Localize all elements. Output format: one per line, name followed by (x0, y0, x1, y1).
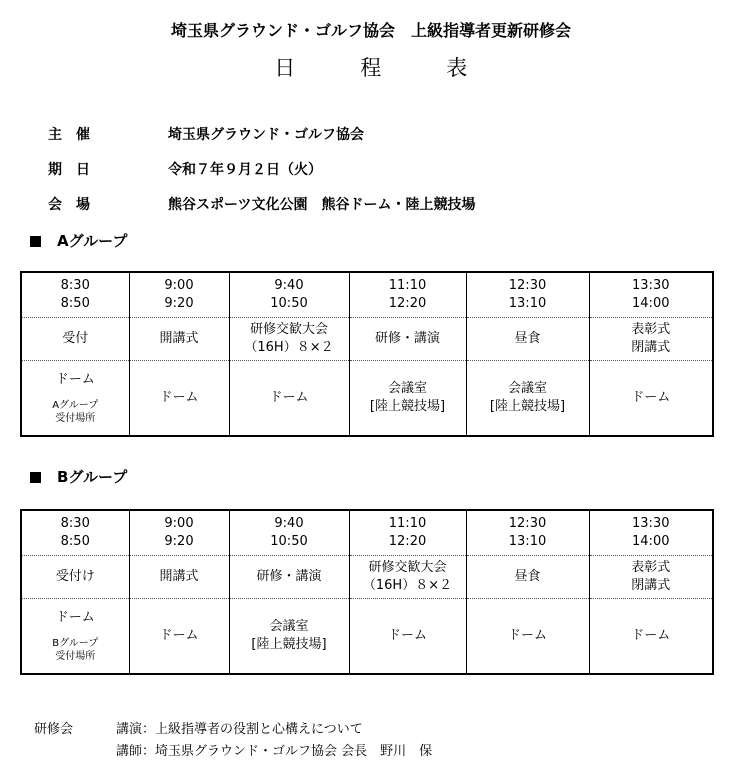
location-cell (129, 599, 229, 675)
location-line: ドーム (159, 390, 199, 406)
activity-cell (589, 318, 713, 361)
location-cell (466, 361, 589, 437)
time-cell (21, 510, 129, 556)
footer-lecture: 講演：上級指導者の役割と心構えについて (116, 722, 363, 737)
activity-row (21, 556, 713, 599)
activity-line: 研修・講演 (256, 569, 322, 585)
location-line: ドーム (631, 390, 671, 406)
location-cell (349, 599, 466, 675)
location-cell (21, 599, 129, 675)
venue-label: 会 場 (48, 197, 90, 213)
activity-cell (349, 318, 466, 361)
start-time: 9:40 (274, 278, 304, 294)
square-bullet-icon (30, 472, 41, 483)
start-time: 9:40 (274, 516, 304, 532)
location-note: Aグループ (52, 399, 99, 411)
location-line: ドーム (507, 628, 547, 644)
activity-cell (466, 556, 589, 599)
start-time: 8:30 (60, 278, 90, 294)
activity-line: 開講式 (159, 331, 199, 347)
end-time: 8:50 (60, 296, 90, 311)
activity-cell (466, 318, 589, 361)
location-cell (21, 361, 129, 437)
activity-cell (589, 556, 713, 599)
location-line: [陸上競技場] (251, 637, 327, 652)
time-cell (349, 272, 466, 318)
time-row (21, 510, 713, 556)
location-note: Bグループ (52, 637, 99, 649)
location-note: 受付場所 (55, 412, 96, 424)
activity-cell (349, 556, 466, 599)
end-time: 9:20 (164, 534, 194, 549)
location-row (21, 599, 713, 675)
end-time: 10:50 (270, 534, 308, 549)
end-time: 12:20 (388, 296, 427, 311)
end-time: 14:00 (632, 296, 670, 311)
activity-line: 研修交歓大会 (249, 322, 328, 338)
footer-label: 研修会 (34, 722, 74, 737)
activity-line: 閉講式 (631, 578, 671, 593)
end-time: 8:50 (60, 534, 90, 549)
location-line: ドーム (387, 628, 427, 644)
location-cell (349, 361, 466, 437)
time-cell (21, 272, 129, 318)
activity-line: （16H）８×２ (362, 578, 453, 593)
end-time: 10:50 (270, 296, 308, 311)
time-row (21, 272, 713, 318)
activity-cell (229, 556, 349, 599)
activity-cell (129, 318, 229, 361)
time-cell (129, 272, 229, 318)
group-b-heading (30, 466, 127, 487)
end-time: 9:20 (164, 296, 194, 311)
time-cell (349, 510, 466, 556)
location-line: 会議室 (507, 381, 547, 397)
start-time: 12:30 (508, 516, 547, 532)
time-cell (589, 510, 713, 556)
date-value: 令和７年９月２日（火） (168, 162, 322, 178)
time-cell (229, 510, 349, 556)
location-line: ドーム (269, 390, 309, 406)
document-subtitle: 日 程 表 (274, 56, 468, 80)
activity-line: 研修・講演 (374, 331, 440, 347)
schedule-table-group-b (20, 509, 714, 675)
end-time: 13:10 (508, 296, 547, 311)
venue-value: 熊谷スポーツ文化公園 熊谷ドーム・陸上競技場 (168, 197, 476, 213)
start-time: 11:10 (388, 516, 427, 532)
activity-line: 開講式 (159, 569, 199, 585)
activity-line: 昼食 (514, 569, 541, 585)
schedule-table-group-a (20, 271, 714, 437)
location-cell (466, 599, 589, 675)
group-a-heading (30, 230, 127, 251)
activity-cell (21, 318, 129, 361)
group-a-heading-text: Aグループ (57, 232, 128, 250)
activity-line: 受付 (62, 331, 89, 347)
start-time: 9:00 (164, 516, 194, 532)
end-time: 14:00 (632, 534, 670, 549)
activity-cell (21, 556, 129, 599)
location-line: 会議室 (269, 619, 309, 635)
activity-line: 閉講式 (631, 340, 671, 355)
location-line: ドーム (631, 628, 671, 644)
activity-line: 受付け (55, 569, 95, 585)
location-line: ドーム (159, 628, 199, 644)
time-cell (466, 272, 589, 318)
location-row (21, 361, 713, 437)
time-cell (229, 272, 349, 318)
time-cell (466, 510, 589, 556)
end-time: 13:10 (508, 534, 547, 549)
location-cell (129, 361, 229, 437)
activity-line: （16H）８×２ (244, 340, 334, 355)
location-line: ドーム (55, 610, 95, 626)
date-label: 期 日 (48, 162, 90, 178)
location-cell (589, 361, 713, 437)
end-time: 12:20 (388, 534, 427, 549)
organizer-value: 埼玉県グラウンド・ゴルフ協会 (168, 127, 364, 143)
location-cell (229, 361, 349, 437)
activity-line: 研修交歓大会 (368, 560, 447, 576)
document-title: 埼玉県グラウンド・ゴルフ協会 上級指導者更新研修会 (170, 21, 571, 40)
location-line: [陸上競技場] (489, 399, 566, 414)
start-time: 13:30 (632, 516, 670, 532)
group-b-heading-text: Bグループ (57, 468, 128, 486)
start-time: 12:30 (508, 278, 547, 294)
start-time: 9:00 (164, 278, 194, 294)
square-bullet-icon (30, 236, 41, 247)
location-cell (589, 599, 713, 675)
location-note: 受付場所 (55, 650, 96, 662)
start-time: 8:30 (60, 516, 90, 532)
activity-line: 表彰式 (631, 322, 671, 338)
organizer-label: 主 催 (48, 127, 90, 143)
location-line: [陸上競技場] (369, 399, 446, 414)
start-time: 11:10 (388, 278, 427, 294)
location-line: 会議室 (387, 381, 427, 397)
location-line: ドーム (55, 372, 95, 388)
location-cell (229, 599, 349, 675)
activity-cell (229, 318, 349, 361)
time-cell (129, 510, 229, 556)
start-time: 13:30 (632, 278, 670, 294)
footer-lecturer: 講師：埼玉県グラウンド・ゴルフ協会 会長 野川 保 (116, 744, 433, 759)
activity-row (21, 318, 713, 361)
activity-cell (129, 556, 229, 599)
activity-line: 表彰式 (631, 560, 671, 576)
time-cell (589, 272, 713, 318)
activity-line: 昼食 (514, 331, 541, 347)
